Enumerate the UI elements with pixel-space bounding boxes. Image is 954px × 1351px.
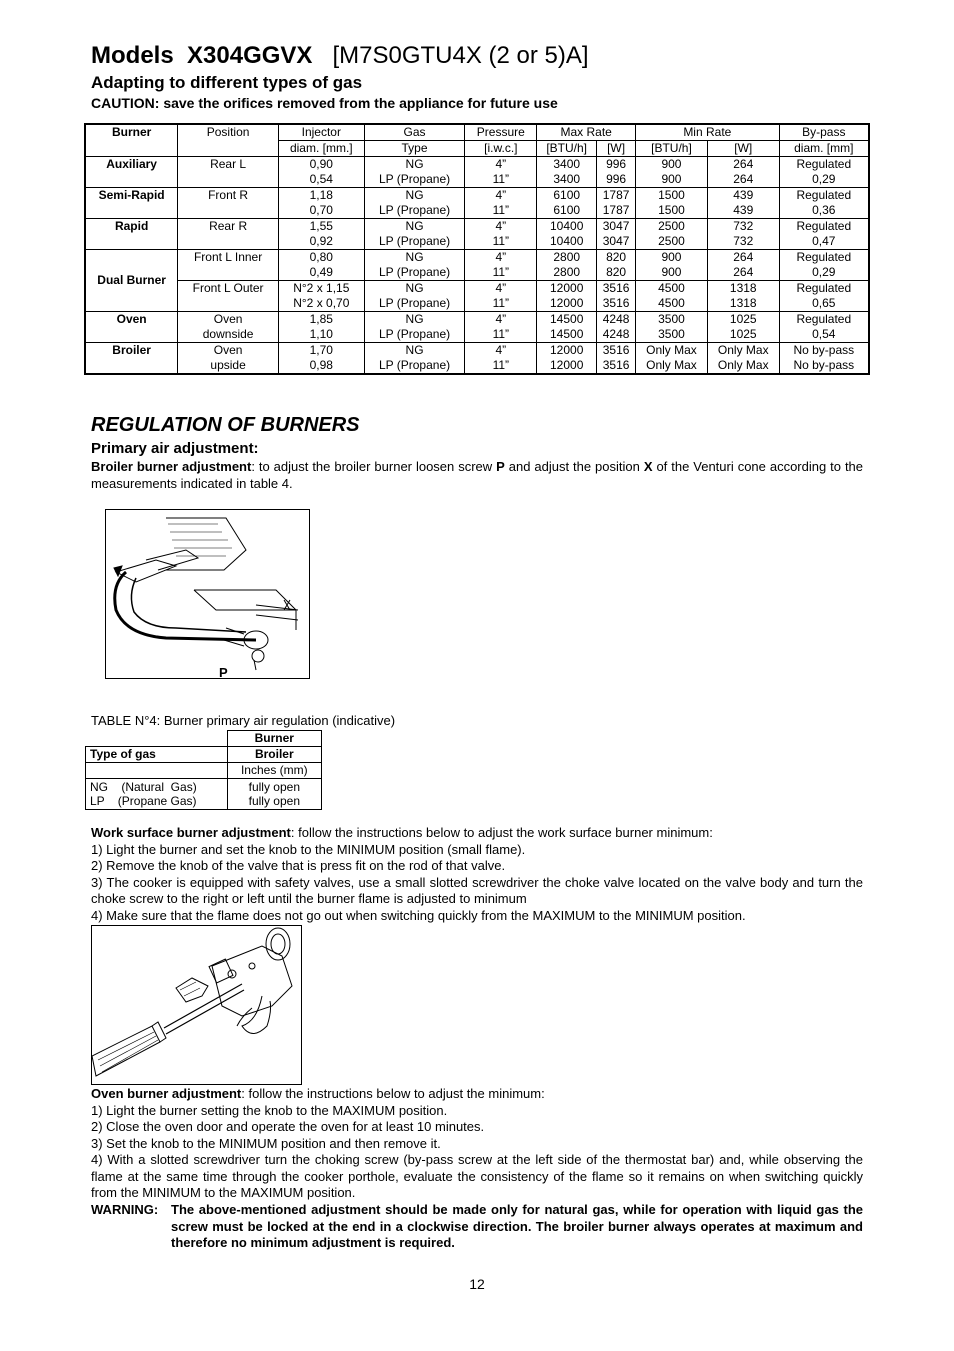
fig1-label-p: P xyxy=(219,665,228,678)
caution-note: CAUTION: save the orifices removed from the appliance for future use xyxy=(91,95,558,111)
table-cell: 2500 xyxy=(636,219,708,235)
table-cell: Regulated xyxy=(779,219,869,235)
oven-section: Oven burner adjustment: follow the instructions below to adjust the minimum: 1) Light the burner setting the knob to the MAXIMUM position. 2) Close the oven door and operate the oven for at least 10 minutes. 3) Set the knob to the MINIMUM position and then remove it. 4) With a slotted screwdriver turn the choking screw (by-pass screw at the left side of the thermostat bar) and, while observing the flame at the same time through the cooker porthole, evaluate the consistency of the flame so it remains on when switching quickly from the MINIMUM to the MAXIMUM position. xyxy=(91,1086,863,1200)
table-cell: 0,36 xyxy=(779,203,869,219)
table-cell: 10400 xyxy=(537,219,597,235)
table-row xyxy=(85,219,869,235)
table4-values: fully open fully open xyxy=(227,779,321,810)
table-cell: 11” xyxy=(465,296,537,312)
table-cell: No by-pass xyxy=(779,343,869,359)
table-cell: 0,47 xyxy=(779,234,869,250)
table-cell: 3516 xyxy=(597,296,636,312)
table-cell: 0,54 xyxy=(779,327,869,343)
table-cell: 11” xyxy=(465,203,537,219)
table-cell xyxy=(178,203,279,219)
table-cell: 2800 xyxy=(537,265,597,281)
table-row xyxy=(85,157,869,173)
table-cell: 996 xyxy=(597,157,636,173)
table-row xyxy=(85,343,869,359)
table-cell: 4” xyxy=(465,312,537,328)
warning-block xyxy=(91,1202,863,1252)
header-cell: Min Rate xyxy=(636,124,780,141)
table-cell: 900 xyxy=(636,265,708,281)
table-cell: 0,29 xyxy=(779,172,869,188)
table-cell: 820 xyxy=(597,250,636,266)
subheader-cell: diam. [mm] xyxy=(779,141,869,157)
table-cell: Oven xyxy=(85,312,178,328)
title-model-code: X304GGVX xyxy=(187,42,313,69)
table4-units: Inches (mm) xyxy=(227,763,321,779)
table-row xyxy=(85,172,869,188)
table-cell: Auxiliary xyxy=(85,157,178,173)
table-cell: 996 xyxy=(597,172,636,188)
table-cell: 0,29 xyxy=(779,265,869,281)
table-row xyxy=(85,265,869,281)
table-cell: 4” xyxy=(465,188,537,204)
table-cell: 11” xyxy=(465,358,537,374)
broiler-adjustment-label: Broiler burner adjustment xyxy=(91,459,252,474)
subheader-cell: [W] xyxy=(707,141,779,157)
table-row xyxy=(85,358,869,374)
table-cell: 3516 xyxy=(597,343,636,359)
table-row xyxy=(85,234,869,250)
table-cell: 1500 xyxy=(636,203,708,219)
table-cell: Oven xyxy=(178,343,279,359)
table-row xyxy=(85,250,869,266)
table-cell: NG xyxy=(364,250,465,266)
table-cell: 11” xyxy=(465,234,537,250)
table-cell: 3516 xyxy=(597,281,636,297)
table-cell: 12000 xyxy=(537,296,597,312)
table-cell: 264 xyxy=(707,250,779,266)
table-row xyxy=(85,281,869,297)
list-item: 2) Remove the knob of the valve that is press fit on the rod of that valve. xyxy=(91,858,506,873)
table-cell: Front R xyxy=(178,188,279,204)
table-subheader-row xyxy=(85,141,869,157)
table-cell: LP (Propane) xyxy=(364,234,465,250)
table-cell: 2800 xyxy=(537,250,597,266)
table-cell: 0,65 xyxy=(779,296,869,312)
table-cell xyxy=(178,265,279,281)
page-title xyxy=(91,42,589,70)
table-cell: 3500 xyxy=(636,327,708,343)
table-cell: Regulated xyxy=(779,188,869,204)
table-cell: Front L Outer xyxy=(178,281,279,297)
section-heading-adapting: Adapting to different types of gas xyxy=(91,73,363,92)
table-cell: 12000 xyxy=(537,343,597,359)
table-row xyxy=(85,327,869,343)
table-cell: 3400 xyxy=(537,172,597,188)
header-cell: Position xyxy=(178,124,279,141)
table-cell: 2500 xyxy=(636,234,708,250)
table-cell: 1,18 xyxy=(278,188,364,204)
table-cell: 4500 xyxy=(636,281,708,297)
table-cell: LP (Propane) xyxy=(364,327,465,343)
table-cell: 0,70 xyxy=(278,203,364,219)
table-cell xyxy=(85,172,178,188)
table-cell: 1787 xyxy=(597,203,636,219)
regulation-title: REGULATION OF BURNERS xyxy=(91,414,360,436)
table-cell: Front L Inner xyxy=(178,250,279,266)
header-cell: Burner xyxy=(85,124,178,141)
table-cell: 3047 xyxy=(597,219,636,235)
table-cell: LP (Propane) xyxy=(364,203,465,219)
table-cell xyxy=(178,296,279,312)
valve-screwdriver-drawing xyxy=(92,926,301,1084)
subheader-cell: [BTU/h] xyxy=(636,141,708,157)
table-cell: 3047 xyxy=(597,234,636,250)
title-variant: [M7S0GTU4X (2 or 5)A] xyxy=(332,42,589,69)
table-cell: Oven xyxy=(178,312,279,328)
table-cell: 4” xyxy=(465,343,537,359)
gas-adaptation-table xyxy=(84,123,870,375)
table-cell: NG xyxy=(364,188,465,204)
table-cell: LP (Propane) xyxy=(364,358,465,374)
work-surface-section: Work surface burner adjustment: follow the instructions below to adjust the work surface burner minimum: 1) Light the burner and set the knob to the MINIMUM position (small flame). 2) Remove the knob of the valve that is press fit on the rod of that valve. 3) The cooker is equipped with safety valves, use a small slotted screwdriver the choke valve located on the valve body and turn the choke screw to the right or left until the burner flame is adjusted to minimum 4) Make sure that the flame does not go out when switching quickly from the MAXIMUM to the MINIMUM position. xyxy=(91,825,863,923)
table-cell: 0,49 xyxy=(278,265,364,281)
table-cell: NG xyxy=(364,281,465,297)
table-cell: 0,92 xyxy=(278,234,364,250)
list-item: 1) Light the burner setting the knob to the MAXIMUM position. xyxy=(91,1102,448,1118)
table-cell: Rear L xyxy=(178,157,279,173)
table-cell: 4” xyxy=(465,250,537,266)
table-cell: 10400 xyxy=(537,234,597,250)
table-cell: 1787 xyxy=(597,188,636,204)
table-cell: 3400 xyxy=(537,157,597,173)
table-row xyxy=(85,188,869,204)
gas-table-body xyxy=(85,157,869,375)
table-cell: Rapid xyxy=(85,219,178,235)
header-cell: Gas xyxy=(364,124,465,141)
table-row xyxy=(85,312,869,328)
valve-screwdriver-figure xyxy=(91,925,302,1085)
table-cell: 4500 xyxy=(636,296,708,312)
table-cell: 3516 xyxy=(597,358,636,374)
table-cell xyxy=(85,234,178,250)
title-models: Models xyxy=(91,42,174,69)
table-cell: 264 xyxy=(707,172,779,188)
oven-label: Oven burner adjustment xyxy=(91,1086,242,1101)
table-cell: 4” xyxy=(465,281,537,297)
list-item: 4) Make sure that the flame does not go out when switching quickly from the MAXIMUM to the MINIMUM position. xyxy=(91,907,746,923)
table-cell: 1,85 xyxy=(278,312,364,328)
table-cell: 264 xyxy=(707,157,779,173)
table-cell: Only Max xyxy=(707,343,779,359)
table-cell: 11” xyxy=(465,172,537,188)
table-cell: 1,55 xyxy=(278,219,364,235)
warning-label: WARNING: xyxy=(91,1202,159,1217)
table-cell: 264 xyxy=(707,265,779,281)
table-cell: upside xyxy=(178,358,279,374)
primary-air-table xyxy=(85,730,322,810)
table-cell: 732 xyxy=(707,219,779,235)
table-cell: Regulated xyxy=(779,157,869,173)
table-cell: Regulated xyxy=(779,281,869,297)
table-cell: NG xyxy=(364,219,465,235)
table-cell: LP (Propane) xyxy=(364,265,465,281)
table-cell: Rear R xyxy=(178,219,279,235)
table-cell: 1025 xyxy=(707,312,779,328)
table-cell: N°2 x 1,15 xyxy=(278,281,364,297)
work-surface-label: Work surface burner adjustment xyxy=(91,825,291,840)
table4-burner-header: Burner xyxy=(227,731,321,747)
table-cell: 4” xyxy=(465,219,537,235)
table-cell: Only Max xyxy=(636,358,708,374)
table-cell: 6100 xyxy=(537,203,597,219)
table-cell: 6100 xyxy=(537,188,597,204)
table-cell: 3500 xyxy=(636,312,708,328)
table-cell: 820 xyxy=(597,265,636,281)
header-cell: Pressure xyxy=(465,124,537,141)
table-cell: 11” xyxy=(465,265,537,281)
table-cell xyxy=(178,234,279,250)
table-cell: 732 xyxy=(707,234,779,250)
table-cell xyxy=(178,172,279,188)
table-cell: 1500 xyxy=(636,188,708,204)
table-cell: 900 xyxy=(636,157,708,173)
table4-broiler: Broiler xyxy=(227,747,321,763)
list-item: 2) Close the oven door and operate the oven for at least 10 minutes. xyxy=(91,1119,485,1134)
table-cell xyxy=(85,358,178,374)
broiler-burner-drawing xyxy=(106,510,309,678)
table-cell: Only Max xyxy=(707,358,779,374)
table-cell: 0,90 xyxy=(278,157,364,173)
table-cell: downside xyxy=(178,327,279,343)
table-cell: 14500 xyxy=(537,312,597,328)
table-cell: LP (Propane) xyxy=(364,296,465,312)
table-cell: 14500 xyxy=(537,327,597,343)
warning-text: The above-mentioned adjustment should be made only for natural gas, while for operation with liquid gas the screw must be locked at the end in a clockwise direction. The broiler burner always operates at maximum and therefore no minimum adjustment is required. xyxy=(171,1202,863,1250)
list-item: 1) Light the burner and set the knob to the MINIMUM position (small flame). xyxy=(91,841,526,857)
header-cell: Injector xyxy=(278,124,364,141)
table-cell: Only Max xyxy=(636,343,708,359)
table-cell: 900 xyxy=(636,250,708,266)
table4-caption: TABLE N°4: Burner primary air regulation (indicative) xyxy=(91,713,396,728)
table-cell: Semi-Rapid xyxy=(85,188,178,204)
table-cell xyxy=(85,203,178,219)
header-cell: Max Rate xyxy=(537,124,636,141)
list-item: 4) With a slotted screwdriver turn the choking screw (by-pass screw at the left side of the thermostat bar) and, while observing the flame at the same time through the cooker porthole, evaluate the consistency of the flame so it remains on when switching quickly from the MINIMUM to the MAXIMUM position. xyxy=(91,1152,863,1200)
table-cell: 4248 xyxy=(597,312,636,328)
table-cell: 4” xyxy=(465,157,537,173)
subheader-cell: Type xyxy=(364,141,465,157)
table4-type-of-gas: Type of gas xyxy=(86,747,228,763)
table-cell: 0,54 xyxy=(278,172,364,188)
subheader-cell: [W] xyxy=(597,141,636,157)
table-cell: 11” xyxy=(465,327,537,343)
list-item: 3) The cooker is equipped with safety valves, use a small slotted screwdriver the choke valve located on the valve body and turn the choke screw to the right or left until the burner flame is adjusted to minimum xyxy=(91,874,863,906)
list-item: 3) Set the knob to the MINIMUM position and then remove it. xyxy=(91,1135,441,1151)
table-header-row xyxy=(85,124,869,141)
table-cell: Broiler xyxy=(85,343,178,359)
table-cell: 1,70 xyxy=(278,343,364,359)
broiler-burner-figure xyxy=(105,509,310,679)
table-cell: Regulated xyxy=(779,312,869,328)
table-cell: 439 xyxy=(707,188,779,204)
broiler-adjustment-paragraph: Broiler burner adjustment: to adjust the broiler burner loosen screw P and adjust the position X of the Venturi cone according to the measurements indicated in table 4. xyxy=(91,459,864,491)
table-cell: 439 xyxy=(707,203,779,219)
header-cell: By-pass xyxy=(779,124,869,141)
table-cell: 4248 xyxy=(597,327,636,343)
table-cell: LP (Propane) xyxy=(364,172,465,188)
table-cell: 900 xyxy=(636,172,708,188)
table-cell: Regulated xyxy=(779,250,869,266)
table-cell: NG xyxy=(364,312,465,328)
table-cell: 1318 xyxy=(707,296,779,312)
table-row xyxy=(85,296,869,312)
table-cell: 0,98 xyxy=(278,358,364,374)
table-cell: NG xyxy=(364,157,465,173)
table-cell: 0,80 xyxy=(278,250,364,266)
table-cell xyxy=(85,327,178,343)
table4-gas-types: NG (Natural Gas) LP (Propane Gas) xyxy=(86,779,228,810)
table-row xyxy=(85,203,869,219)
table-cell: 1318 xyxy=(707,281,779,297)
table-cell: Dual Burner xyxy=(85,250,178,312)
subheader-cell: diam. [mm.] xyxy=(278,141,364,157)
table-cell: NG xyxy=(364,343,465,359)
table-cell: N°2 x 0,70 xyxy=(278,296,364,312)
table-cell: 1025 xyxy=(707,327,779,343)
primary-air-heading: Primary air adjustment: xyxy=(91,440,259,457)
table-cell: 1,10 xyxy=(278,327,364,343)
page-number: 12 xyxy=(469,1276,485,1292)
subheader-cell: [i.w.c.] xyxy=(465,141,537,157)
table-cell: 12000 xyxy=(537,281,597,297)
table-cell: 12000 xyxy=(537,358,597,374)
table-cell: No by-pass xyxy=(779,358,869,374)
subheader-cell: [BTU/h] xyxy=(537,141,597,157)
